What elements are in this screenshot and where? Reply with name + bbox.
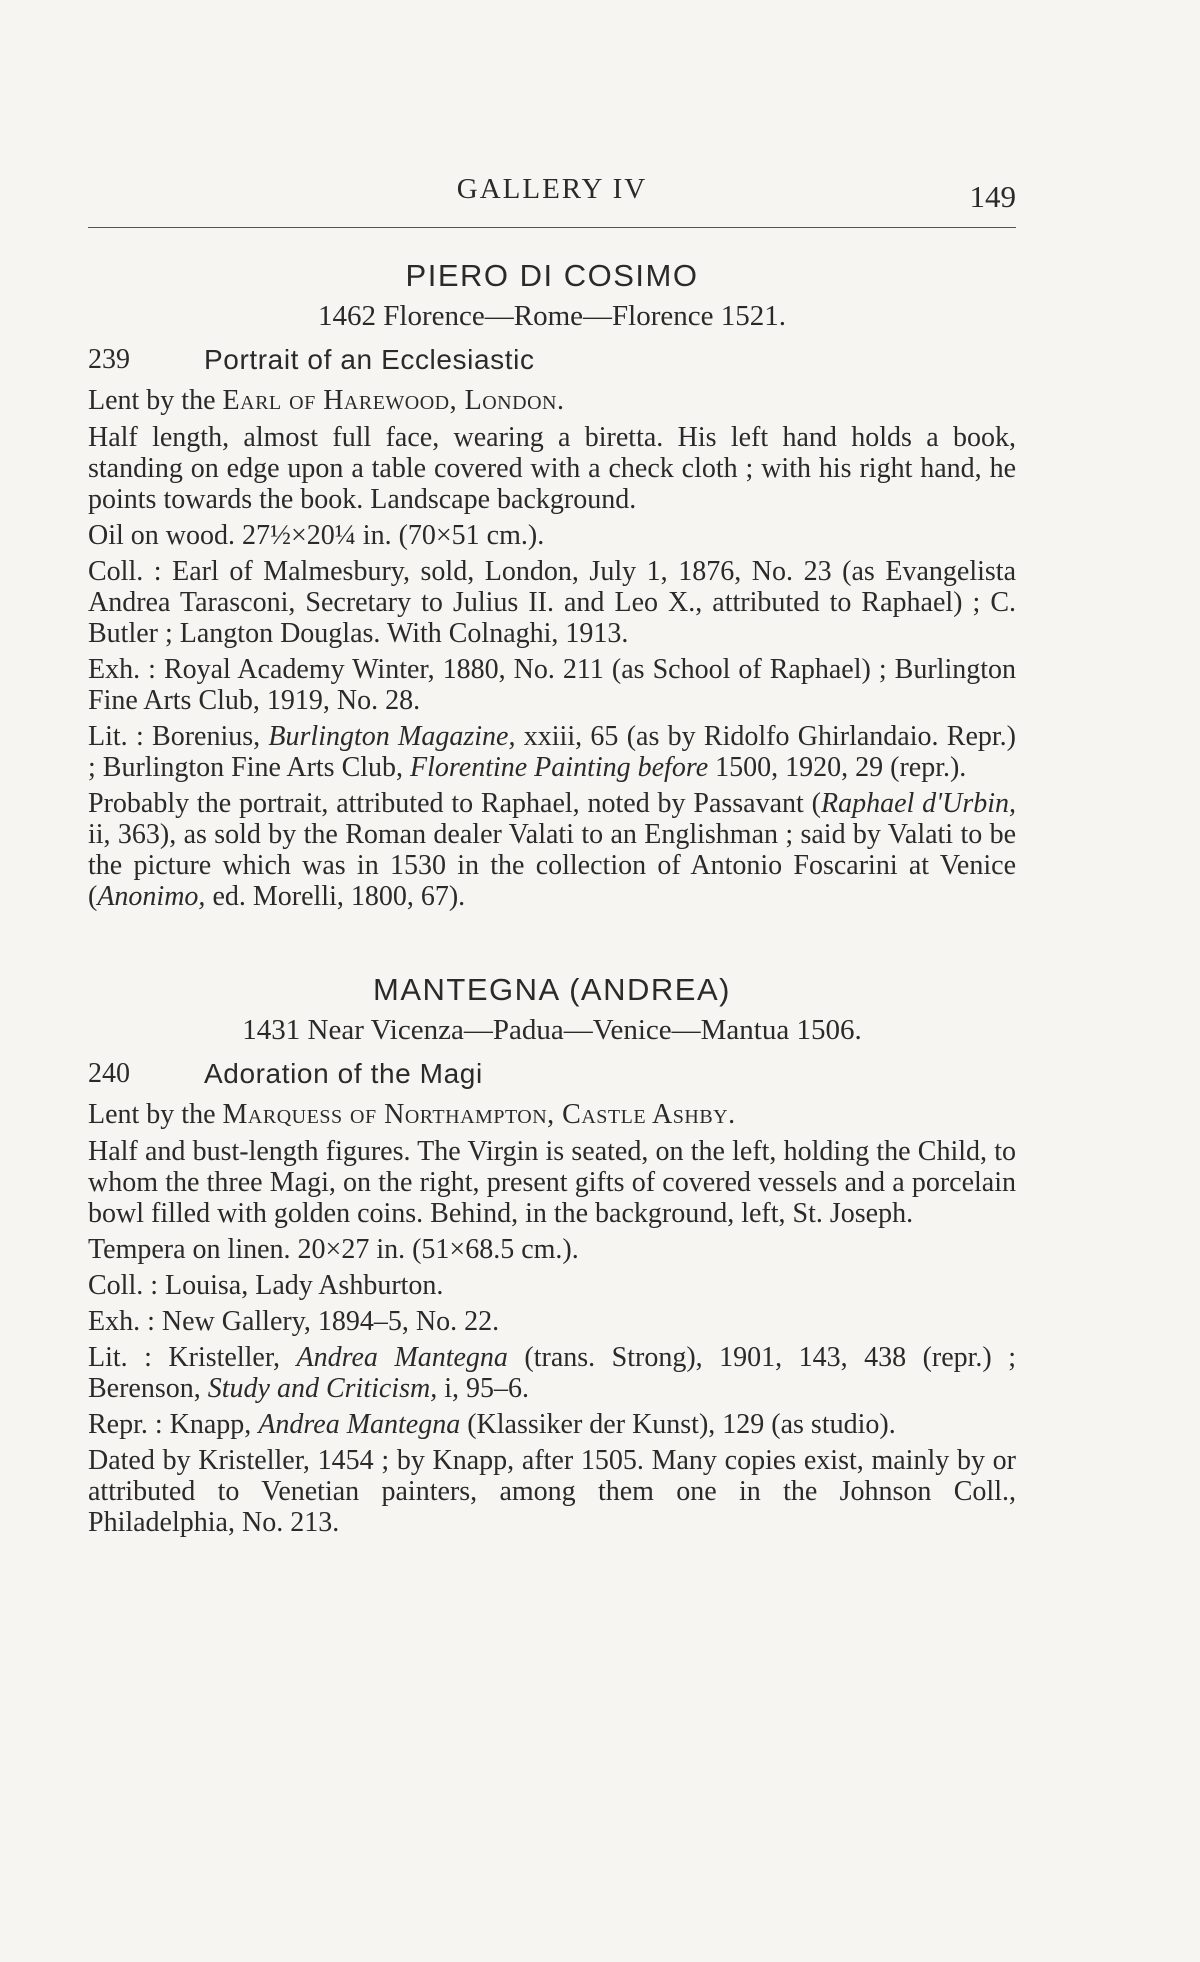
note-text: Probably the portrait, attributed to Raphael, noted by Passavant ( xyxy=(88,788,821,819)
reproduction-text: Repr. : Knapp, xyxy=(88,1409,259,1440)
running-head xyxy=(88,165,1016,215)
literature-title: Study and Criticism, xyxy=(207,1373,438,1404)
lender-line xyxy=(88,384,1016,417)
medium-dimensions: Tempera on linen. 20×27 in. (51×68.5 cm.). xyxy=(88,1234,579,1265)
artist-name: MANTEGNA (ANDREA) xyxy=(373,972,731,1007)
work-heading xyxy=(88,340,1016,380)
note-title: Anonimo, xyxy=(97,881,206,912)
lender-prefix: Lent by the xyxy=(88,385,223,416)
work-title: Adoration of the Magi xyxy=(204,1058,483,1089)
artist-dates: 1431 Near Vicenza—Padua—Venice—Mantua 1506. xyxy=(242,1014,862,1046)
page-number: 149 xyxy=(969,179,1016,214)
exhibition-history: Exh. : Royal Academy Winter, 1880, No. 211 (as School of Raphael) ; Burlington Fine Arts Club, 1919, No. 28. xyxy=(88,654,1016,716)
lender-name: Earl of Harewood, London. xyxy=(222,385,565,416)
reproduction-text: (Klassiker der Kunst), 129 (as studio). xyxy=(460,1409,896,1440)
catalogue-number: 240 xyxy=(88,1058,130,1089)
reproduction-title: Andrea Mantegna xyxy=(258,1409,461,1440)
artist-name: PIERO DI COSIMO xyxy=(405,258,699,293)
header-rule xyxy=(88,227,1016,228)
reproduction xyxy=(88,1409,1016,1440)
artist-dates: 1462 Florence—Rome—Florence 1521. xyxy=(318,300,786,332)
literature-text: i, 95–6. xyxy=(437,1373,529,1404)
exhibition-history: Exh. : New Gallery, 1894–5, No. 22. xyxy=(88,1306,500,1337)
note-title: Raphael d'Urbin, xyxy=(820,788,1016,819)
literature xyxy=(88,721,1016,783)
work-title: Portrait of an Ecclesiastic xyxy=(204,344,535,375)
collection-history: Coll. : Earl of Malmesbury, sold, London, July 1, 1876, No. 23 (as Evangelista Andrea Tarasconi, Secretary to Julius II. and Leo X., attributed to Raphael) ; C. Butler ; Langton Douglas. With Colnaghi, 1913. xyxy=(88,556,1016,649)
lender-name: Marquess of Northampton, Castle Ashby. xyxy=(222,1099,736,1130)
catalogue-entry-239 xyxy=(88,258,1016,912)
catalogue-entry-240 xyxy=(88,972,1016,1538)
note xyxy=(88,788,1016,912)
catalogue-number: 239 xyxy=(88,344,130,375)
literature-title: Andrea Mantegna xyxy=(296,1342,508,1373)
note-text: ii, 363), as sold by the Roman dealer Valati to an Englishman ; said by Valati to be the picture which was in 1530 in the collection of Antonio Foscarini at Venice ( xyxy=(88,819,1016,912)
literature-text: (trans. Strong), 1901, 143, 438 (repr.) ; Berenson, xyxy=(88,1342,1017,1404)
medium-dimensions: Oil on wood. 27½×20¼ in. (70×51 cm.). xyxy=(88,520,545,551)
lender-prefix: Lent by the xyxy=(88,1099,223,1130)
lender-line xyxy=(88,1098,1016,1131)
literature-text: Lit. : Kristeller, xyxy=(88,1342,297,1373)
description: Half length, almost full face, wearing a biretta. His left hand holds a book, standing on edge upon a table covered with a check cloth ; with his right hand, he points towards the book. Landscape background. xyxy=(88,422,1016,515)
work-heading xyxy=(88,1054,1016,1094)
literature xyxy=(88,1342,1016,1404)
literature-title: Burlington Magazine, xyxy=(268,721,516,752)
collection-history: Coll. : Louisa, Lady Ashburton. xyxy=(88,1270,444,1301)
literature-text: 1500, 1920, 29 (repr.). xyxy=(708,752,967,783)
running-title: GALLERY IV xyxy=(456,173,648,205)
literature-title: Florentine Painting before xyxy=(410,752,709,783)
description: Half and bust-length figures. The Virgin is seated, on the left, holding the Child, to whom the three Magi, on the right, present gifts of covered vessels and a porcelain bowl filled with golden coins. Behind, in the background, left, St. Joseph. xyxy=(88,1136,1016,1229)
literature-text: Lit. : Borenius, xyxy=(88,721,269,752)
literature-text: xxiii, 65 (as by Ridolfo Ghirlandaio. Repr.) ; Burlington Fine Arts Club, xyxy=(88,721,1017,783)
catalogue-page xyxy=(88,165,1016,1538)
note: Dated by Kristeller, 1454 ; by Knapp, after 1505. Many copies exist, mainly by or attributed to Venetian painters, among them one in the Johnson Coll., Philadelphia, No. 213. xyxy=(88,1445,1016,1538)
note-text: ed. Morelli, 1800, 67). xyxy=(205,881,466,912)
